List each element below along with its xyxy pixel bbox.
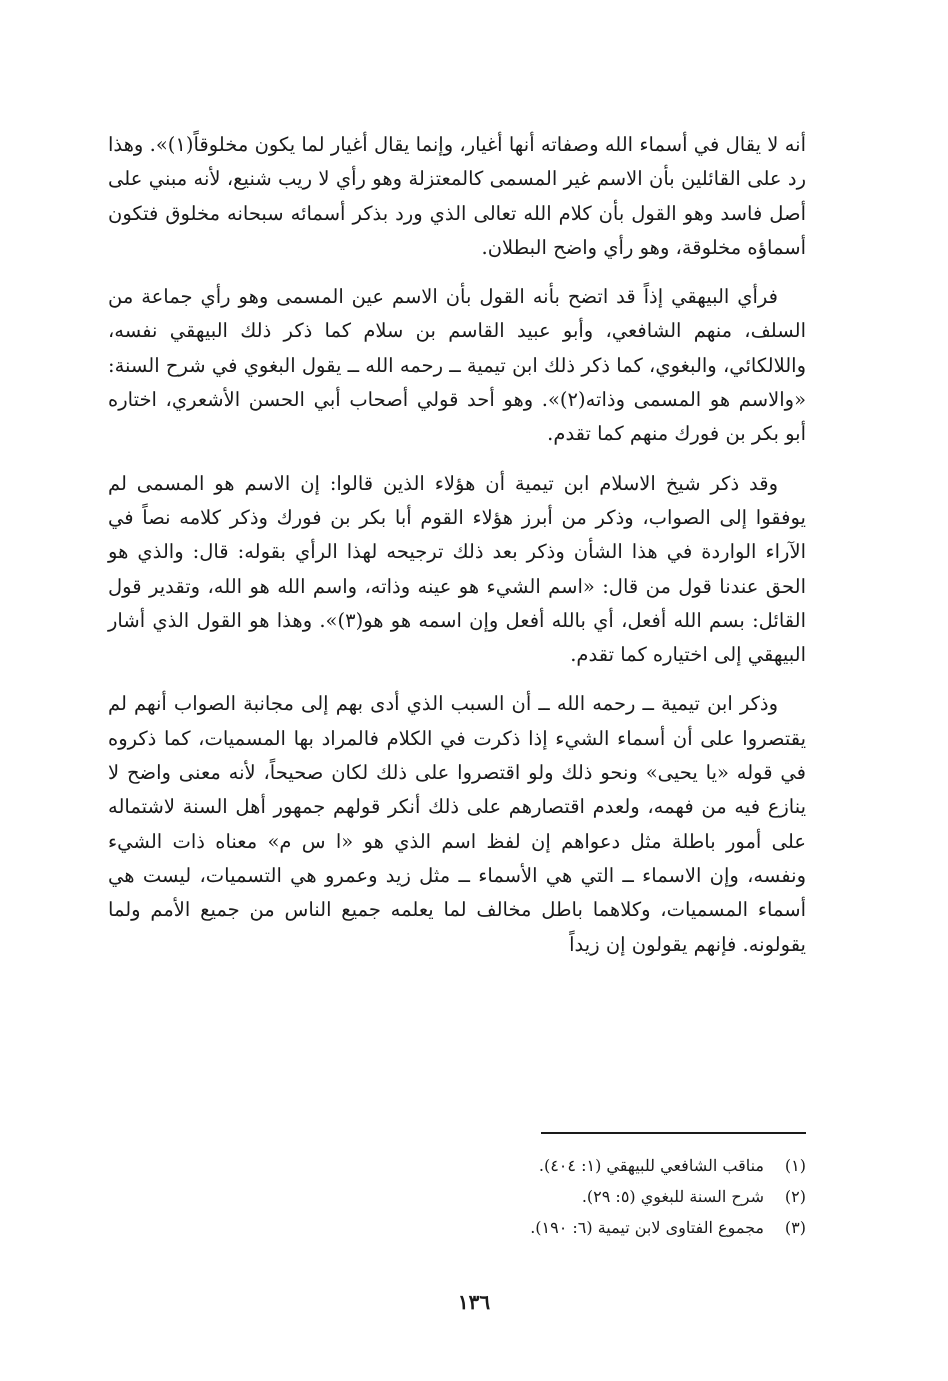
footnote-item xyxy=(300,1212,806,1243)
paragraph-4: وذكر ابن تيمية ــ رحمه الله ــ أن السبب الذي أدى بهم إلى مجانبة الصواب أنهم لم يقتصروا على أن أسماء الشيء إذا ذكرت في الكلام فالمراد بها المسميات، كما ذكروه في قوله «يا يحيى» ونحو ذلك ولو اقتصروا على ذلك لكان صحيحاً، لأنه معنى واضح لا ينازع فيه من فهمه، ولعدم اقتصارهم على ذلك أنكر قولهم جمهور أهل السنة لاشتماله على أمور باطلة مثل دعواهم إن لفظ اسم الذي هو «ا س م» معناه ذات الشيء ونفسه، وإن الاسماء ــ التي هي الأسماء ــ مثل زيد وعمرو هي التسميات، ليست هي أسماء المسميات، وكلاهما باطل مخالف لما يعلمه جميع الناس من جميع الأمم ولما يقولونه. فإنهم يقولون إن زيداً xyxy=(108,692,806,956)
footnote-text: مناقب الشافعي للبيهقي (١: ٤٠٤). xyxy=(538,1156,764,1175)
footnote-number: (٢) xyxy=(784,1187,806,1206)
footnote-text: مجموع الفتاوى لابن تيمية (٦: ١٩٠). xyxy=(530,1218,764,1237)
footnote-item xyxy=(300,1150,806,1181)
footnote-number: (٣) xyxy=(784,1218,806,1237)
footnote-item xyxy=(300,1181,806,1212)
main-text xyxy=(108,128,806,977)
footnote-number: (١) xyxy=(784,1156,806,1175)
footnotes xyxy=(300,1150,806,1243)
page-number: ١٣٦ xyxy=(457,1290,491,1314)
paragraph-3: وقد ذكر شيخ الاسلام ابن تيمية أن هؤلاء الذين قالوا: إن الاسم هو المسمى لم يوفقوا إلى الصواب، وذكر من أبرز هؤلاء القوم أبا بكر بن فورك وذكر كلامه نصاً في الآراء الواردة في هذا الشأن وذكر بعد ذلك ترجيحه لهذا الرأي بقوله: قال: والذي هو الحق عندنا قول من قال: «اسم الشيء هو عينه وذاته، واسم الله هو الله، وتقدير قول القائل: بسم الله أفعل، أي بالله أفعل وإن اسمه هو هو(٣)». وهذا هو القول الذي أشار البيهقي إلى اختياره كما تقدم. xyxy=(108,471,806,667)
paragraph-2: فرأي البيهقي إذاً قد اتضح بأنه القول بأن الاسم عين المسمى وهو رأي جماعة من السلف، منهم الشافعي، وأبو عبيد القاسم بن سلام كما ذكر ذلك البيهقي نفسه، واللالكائي، والبغوي، كما ذكر ذلك ابن تيمية ــ رحمه الله ــ يقول البغوي في شرح السنة: «والاسم هو المسمى وذاته(٢)». وهو أحد قولي أصحاب أبي الحسن الأشعري، اختاره أبو بكر بن فورك منهم كما تقدم. xyxy=(108,285,807,446)
footnote-text: شرح السنة للبغوي (٥: ٢٩). xyxy=(581,1187,764,1206)
footnote-separator xyxy=(541,1132,806,1134)
paragraph-1: أنه لا يقال في أسماء الله وصفاته أنها أغيار، وإنما يقال أغيار لما يكون مخلوقاً(١)». وهذا رد على القائلين بأن الاسم غير المسمى كالمعتزلة وهو رأي لا ريب شنيع، لأنه مبني على أصل فاسد وهو القول بأن كلام الله تعالى الذي ورد بذكر أسمائه سبحانه مخلوق فتكون أسماؤه مخلوقة، وهو رأي واضح البطلان. xyxy=(108,133,806,259)
